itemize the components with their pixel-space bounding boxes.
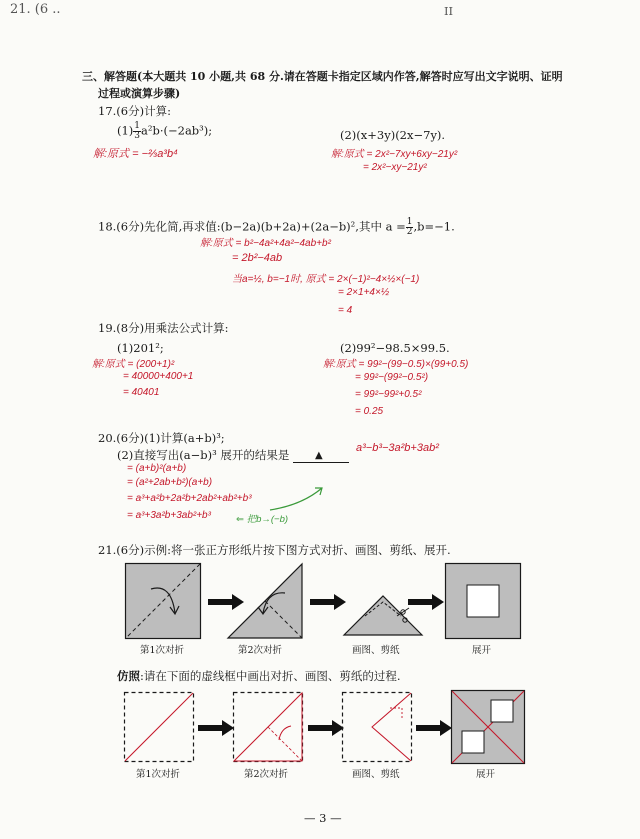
q20-work-2: = (a²+2ab+b²)(a+b): [127, 477, 213, 488]
q17-frac-num: 1: [134, 121, 141, 131]
q19-part2-answer-3: = 99²−99²+0.5²: [355, 389, 422, 400]
q20-note: ⇐ 把b→(−b): [236, 514, 289, 525]
q19-part1-answer-1: 解:原式 = (200+1)²: [92, 359, 175, 370]
q18-answer-4: = 2×1+4×½: [338, 287, 390, 298]
q17-part2-answer-2: = 2x²−xy−21y²: [363, 162, 427, 173]
q19-part1: (1)201²;: [117, 341, 164, 355]
caption-step-4: 展开: [472, 645, 492, 656]
q17-label: 17.(6分)计算:: [98, 104, 171, 118]
q19-label: 19.(8分)用乘法公式计算:: [98, 321, 229, 335]
q17-part1-expr: a²b·(−2ab³);: [141, 123, 213, 138]
q19-part2-answer-1: 解:原式 = 99²−(99−0.5)×(99+0.5): [323, 359, 469, 370]
caption-imitate-3: 画图、剪纸: [352, 769, 400, 780]
q20-green-arrow: [262, 480, 352, 520]
caption-step-3: 画图、剪纸: [352, 645, 400, 656]
example-step-1: [125, 563, 201, 639]
example-step-4: [445, 563, 521, 639]
q20-triangle: ▲: [315, 450, 323, 461]
q18-label: 18.(6分)先化简,再求值:(b−2a)(b+2a)+(2a−b)²,其中 a =: [98, 219, 406, 234]
q17-part1-answer: 解:原式 = −⅔a³b⁴: [93, 148, 178, 160]
imitate-step-4: [451, 690, 525, 764]
q18-answer-5: = 4: [338, 305, 353, 316]
q17-part2: (2)(x+3y)(2x−7y).: [340, 128, 446, 142]
top-mark: II: [444, 4, 454, 18]
q20-work-3: = a³+a²b+2a²b+2ab²+ab²+b³: [127, 493, 252, 504]
q21-label: 21.(6分)示例:将一张正方形纸片按下图方式对折、画图、剪纸、展开.: [98, 543, 451, 557]
q19-part1-answer-2: = 40000+400+1: [123, 371, 194, 382]
section-heading-cont: 过程或演算步骤): [98, 87, 181, 100]
q20-label: 20.(6分)(1)计算(a+b)³;: [98, 431, 225, 445]
arrow-right-icon: [308, 720, 344, 736]
arrow-right-icon: [198, 720, 234, 736]
q18-tail: ,b=−1.: [413, 219, 455, 234]
q19-part2-answer-4: = 0.25: [355, 406, 384, 417]
q18-frac-den: 2: [406, 227, 413, 237]
q17-frac-den: 3: [134, 131, 141, 141]
q20-part2-answer: a³−b³−3a²b+3ab²: [356, 442, 439, 454]
q20-work-1: = (a+b)²(a+b): [127, 463, 187, 474]
caption-imitate-1: 第1次对折: [136, 769, 181, 780]
q20-work-4: = a³+3a²b+3ab²+b³: [127, 510, 211, 521]
caption-step-2: 第2次对折: [238, 645, 283, 656]
q17-part1-num: (1): [117, 123, 134, 138]
imitate-step-1: [124, 692, 194, 762]
q20-part2: (2)直接写出(a−b)³ 展开的结果是: [117, 448, 290, 462]
imitate-step-3: [342, 692, 412, 762]
arrow-right-icon: [408, 594, 444, 610]
imitate-step-2: [233, 692, 303, 762]
q20-part2-wrap: [117, 447, 349, 463]
imitate-text: :请在下面的虚线框中画出对折、画图、剪纸的过程.: [140, 669, 401, 683]
q19-part2-answer-2: = 99²−(99²−0.5²): [355, 372, 429, 383]
q18-answer-1: 解:原式 = b²−4a²+4a²−4ab+b²: [200, 238, 331, 249]
q19-part1-answer-3: = 40401: [123, 387, 160, 398]
q18-answer-3: 当a=½, b=−1时, 原式 = 2×(−1)²−4×½×(−1): [232, 274, 420, 285]
imitate-bold: 仿照: [117, 669, 140, 683]
page-number: — 3 —: [304, 811, 342, 825]
caption-step-1: 第1次对折: [140, 645, 185, 656]
caption-imitate-2: 第2次对折: [244, 769, 289, 780]
q17-part2-answer-1: 解:原式 = 2x²−7xy+6xy−21y²: [331, 149, 458, 160]
example-step-2: [227, 563, 303, 639]
q18-answer-2: = 2b²−4ab: [232, 252, 283, 264]
arrow-right-icon: [310, 594, 346, 610]
q19-part2: (2)99²−98.5×99.5.: [340, 341, 450, 355]
q21-imitate: [117, 668, 401, 684]
arrow-right-icon: [416, 720, 452, 736]
q17-part1: [117, 122, 212, 141]
q18-frac-num: 1: [406, 217, 413, 227]
q17-fraction: [133, 122, 141, 141]
top-fragment: 21. (6 ..: [10, 2, 61, 17]
section-heading: 三、解答题(本大题共 10 小题,共 68 分.请在答题卡指定区域内作答,解答时应写出文字说明、证明: [82, 70, 563, 83]
q20-answer-blank: [293, 451, 349, 463]
caption-imitate-4: 展开: [476, 769, 496, 780]
